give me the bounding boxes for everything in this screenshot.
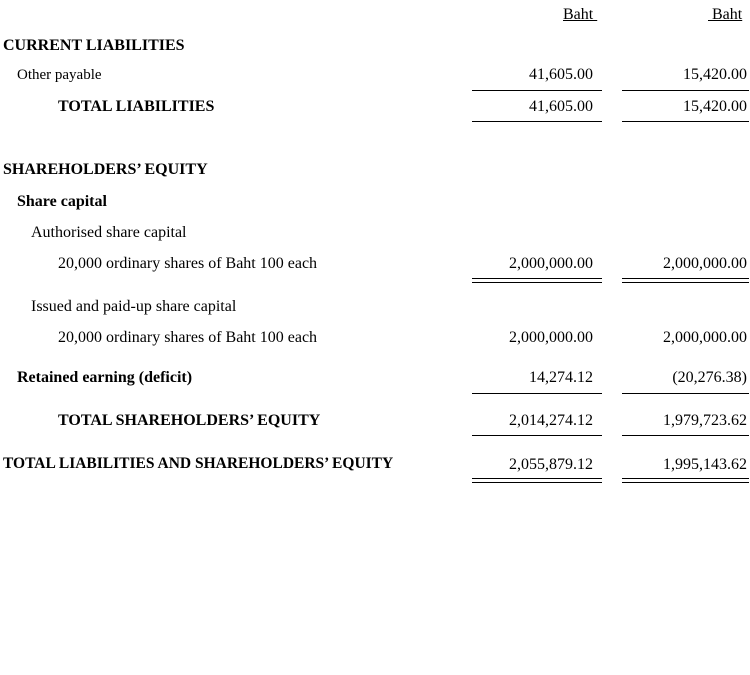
column-1-unit-header: Baht bbox=[563, 6, 598, 23]
other-payable-underline-col1 bbox=[472, 90, 602, 91]
total-equity-underline-col2 bbox=[622, 435, 749, 436]
total-liabilities-col1: 41,605.00 bbox=[529, 98, 593, 115]
authorised-col1: 2,000,000.00 bbox=[509, 255, 593, 272]
retained-earning-col2: (20,276.38) bbox=[672, 369, 747, 386]
authorised-shares-detail: 20,000 ordinary shares of Baht 100 each bbox=[58, 255, 318, 272]
total-shareholders-equity-col2: 1,979,723.62 bbox=[663, 412, 747, 429]
share-capital-heading: Share capital bbox=[17, 193, 107, 210]
authorised-double-underline-1-col1 bbox=[472, 278, 602, 279]
authorised-double-underline-1-col2 bbox=[622, 278, 749, 279]
column-2-unit-header: Baht bbox=[708, 6, 743, 23]
grand-total-double-underline-1-col1 bbox=[472, 478, 602, 479]
total-liabilities-underline-col2 bbox=[622, 121, 749, 122]
retained-underline-col1 bbox=[472, 393, 602, 394]
total-shareholders-equity-col1: 2,014,274.12 bbox=[509, 412, 593, 429]
grand-total-col1: 2,055,879.12 bbox=[509, 456, 593, 473]
retained-earning-label: Retained earning (deficit) bbox=[17, 369, 193, 386]
total-liabilities-and-equity-label: TOTAL LIABILITIES AND SHAREHOLDERS’ EQUITY bbox=[3, 455, 394, 472]
authorised-col2: 2,000,000.00 bbox=[663, 255, 747, 272]
issued-col2: 2,000,000.00 bbox=[663, 329, 747, 346]
total-liabilities-col2: 15,420.00 bbox=[683, 98, 747, 115]
grand-total-col2: 1,995,143.62 bbox=[663, 456, 747, 473]
other-payable-label: Other payable bbox=[17, 67, 102, 83]
other-payable-col1: 41,605.00 bbox=[529, 66, 593, 83]
other-payable-col2: 15,420.00 bbox=[683, 66, 747, 83]
authorised-double-underline-2-col2 bbox=[622, 282, 749, 283]
total-shareholders-equity-label: TOTAL SHAREHOLDERS’ EQUITY bbox=[58, 412, 321, 429]
retained-underline-col2 bbox=[622, 393, 749, 394]
authorised-share-capital-label: Authorised share capital bbox=[31, 224, 187, 241]
grand-total-double-underline-2-col2 bbox=[622, 482, 749, 483]
total-liabilities-label: TOTAL LIABILITIES bbox=[58, 98, 215, 115]
other-payable-underline-col2 bbox=[622, 90, 749, 91]
issued-col1: 2,000,000.00 bbox=[509, 329, 593, 346]
issued-shares-detail: 20,000 ordinary shares of Baht 100 each bbox=[58, 329, 318, 346]
retained-earning-col1: 14,274.12 bbox=[529, 369, 593, 386]
shareholders-equity-heading: SHAREHOLDERS’ EQUITY bbox=[3, 161, 208, 178]
authorised-double-underline-2-col1 bbox=[472, 282, 602, 283]
total-liabilities-underline-col1 bbox=[472, 121, 602, 122]
grand-total-double-underline-1-col2 bbox=[622, 478, 749, 479]
grand-total-double-underline-2-col1 bbox=[472, 482, 602, 483]
issued-share-capital-label: Issued and paid-up share capital bbox=[31, 298, 237, 315]
current-liabilities-heading: CURRENT LIABILITIES bbox=[3, 37, 185, 54]
total-equity-underline-col1 bbox=[472, 435, 602, 436]
